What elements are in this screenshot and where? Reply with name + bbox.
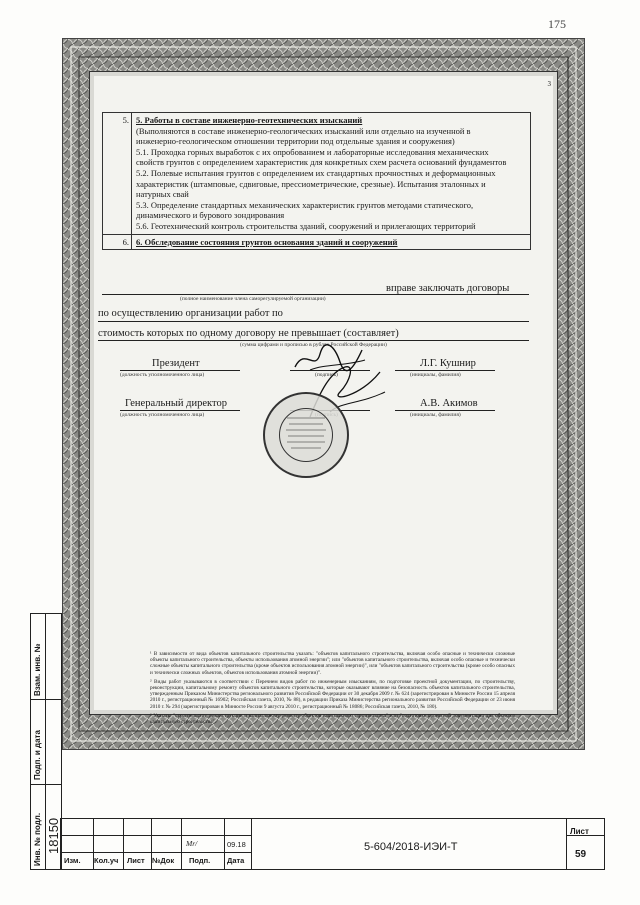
sum-caption: (сумма цифрами и прописью в рублях Российской Федерации) <box>240 342 387 348</box>
name-caption: (инициалы, фамилия) <box>410 372 461 378</box>
footnotes <box>150 651 515 728</box>
right-to-contract: вправе заключать договоры <box>386 283 510 294</box>
work-line: 5.1. Проходка горных выработок с их опробованием и лабораторные исследования механических <box>136 146 489 157</box>
work-line: инженерно-геологическом отношении территории под отдельные здания и сооружения) <box>136 136 455 147</box>
header-izm: Изм. <box>64 856 81 865</box>
signatory-name: Л.Г. Кушнир <box>420 358 476 369</box>
work-line: (Выполняются в составе инженерно-геологических изысканий или отдельно на изученной в <box>136 125 471 136</box>
signatory-name: А.В. Акимов <box>420 398 478 409</box>
header-list: Лист <box>127 856 145 865</box>
signatory-position: Президент <box>152 358 200 369</box>
work-line: свойств грунтов с определением характеристик для конкретных схем расчета оснований фундаментов <box>136 157 507 168</box>
works-table <box>102 112 531 250</box>
footnote: ³ Указать: "строительству, реконструкции и капитальному ремонту объектов капитального строительства" или "подготовке проектной документации для объектов капитального строительства". <box>150 712 515 726</box>
header-kol-uch: Кол.уч <box>94 856 119 865</box>
org-work-underline <box>98 321 529 322</box>
work-row <box>103 113 530 235</box>
name-underline <box>395 410 495 411</box>
org-work-line: по осуществлению организации работ по <box>98 308 283 319</box>
footnote: ¹ В зависимости от вида объектов капитального строительства указать: "объектов капитального строительства, включая особо опасные и технически сложные объекты капитального строительства, объекты использования атомной энергии"; или "объектов капитального строительства, включая особо опасные и технически сложные объекты капитального строительства (кроме объектов использования атомной энергии)", или "объектов капитального строительства (кроме особо опасных и технически сложных объектов, объектов использования атомной энергии)". <box>150 651 515 676</box>
header-doc: №Док <box>152 856 175 865</box>
replace-inv-label: Взам. инв. № <box>33 643 42 696</box>
work-num: 6. <box>103 235 132 250</box>
title-date-value: 09.18 <box>227 840 246 849</box>
work-num: 5. <box>103 113 132 234</box>
cost-line: стоимость которых по одному договору не превышает (составляет) <box>98 328 399 339</box>
work-row <box>103 235 530 250</box>
position-caption: (должность уполномоченного лица) <box>120 372 205 378</box>
position-underline <box>120 370 240 371</box>
document-code: 5-604/2018-ИЭИ-Т <box>364 841 458 853</box>
signatory-position: Генеральный директор <box>125 398 227 409</box>
binding-strip <box>30 613 62 870</box>
work-line: натурных свай <box>136 189 189 200</box>
header-sign: Подп. <box>189 856 211 865</box>
inv-original-value: 18150 <box>46 817 61 854</box>
work-line: характеристик (штамповые, сдвиговые, прессиометрические, срезные). Испытания эталонных и <box>136 178 486 189</box>
work-title: 6. Обследование состояния грунтов основания зданий и сооружений <box>136 236 398 247</box>
org-name-line <box>102 294 529 295</box>
certificate-body <box>89 71 558 726</box>
blank-line <box>98 340 529 341</box>
corner-mark: 3 <box>547 80 551 88</box>
work-line: динамического и бурового зондирования <box>136 210 285 221</box>
sheet-label: Лист <box>570 827 589 836</box>
work-line: 5.3. Определение стандартных механических характеристик грунтов методами статического, <box>136 199 474 210</box>
work-line: 5.6. Геотехнический контроль строительства зданий, сооружений и прилегающих территорий <box>136 220 476 231</box>
page-number: 175 <box>548 17 566 31</box>
signature-caption: (подпись) <box>315 372 338 378</box>
title-block <box>60 818 605 870</box>
seal-lettering <box>283 414 329 456</box>
title-signature: Mr/ <box>186 839 198 848</box>
work-title: 5. Работы в составе инженерно-геотехнических изысканий <box>136 115 363 125</box>
org-name-caption: (полное наименование члена саморегулируемой организации) <box>180 296 326 302</box>
position-caption: (должность уполномоченного лица) <box>120 412 205 418</box>
footnote: ² Виды работ указываются в соответствии с Перечнем видов работ по инженерным изысканиям, по подготовке проектной документации, по строительству, реконструкции, капитальному ремонту объектов капитального строительства, которые оказывают влияние на безопасность объектов капитального строительства, утвержденным Приказом Министерства регионального развития Российской Федерации от 30 декабря 2009 г. № 624 (зарегистрирован в Минюсте России 15 апреля 2010 г., регистрационный № 16902; Российская газета, 2010, № 88), в редакции Приказа Министерства регионального развития Российской Федерации от 23 июня 2010 г. № 294 (зарегистрирован в Минюсте России 9 августа 2010 г., регистрационный № 18086; Российская газета, 2010, № 180). <box>150 678 515 710</box>
position-underline <box>120 410 240 411</box>
work-line: 5.2. Полевые испытания грунтов с определением их стандартных прочностных и деформационных <box>136 167 496 178</box>
sign-date-label: Подп. и дата <box>33 730 42 780</box>
name-caption: (инициалы, фамилия) <box>410 412 461 418</box>
inv-original-label: Инв. № подл. <box>33 812 42 866</box>
official-seal <box>263 392 349 478</box>
header-date: Дата <box>227 856 245 865</box>
sheet-number: 59 <box>575 849 587 860</box>
certificate-frame <box>62 38 585 750</box>
name-underline <box>395 370 495 371</box>
